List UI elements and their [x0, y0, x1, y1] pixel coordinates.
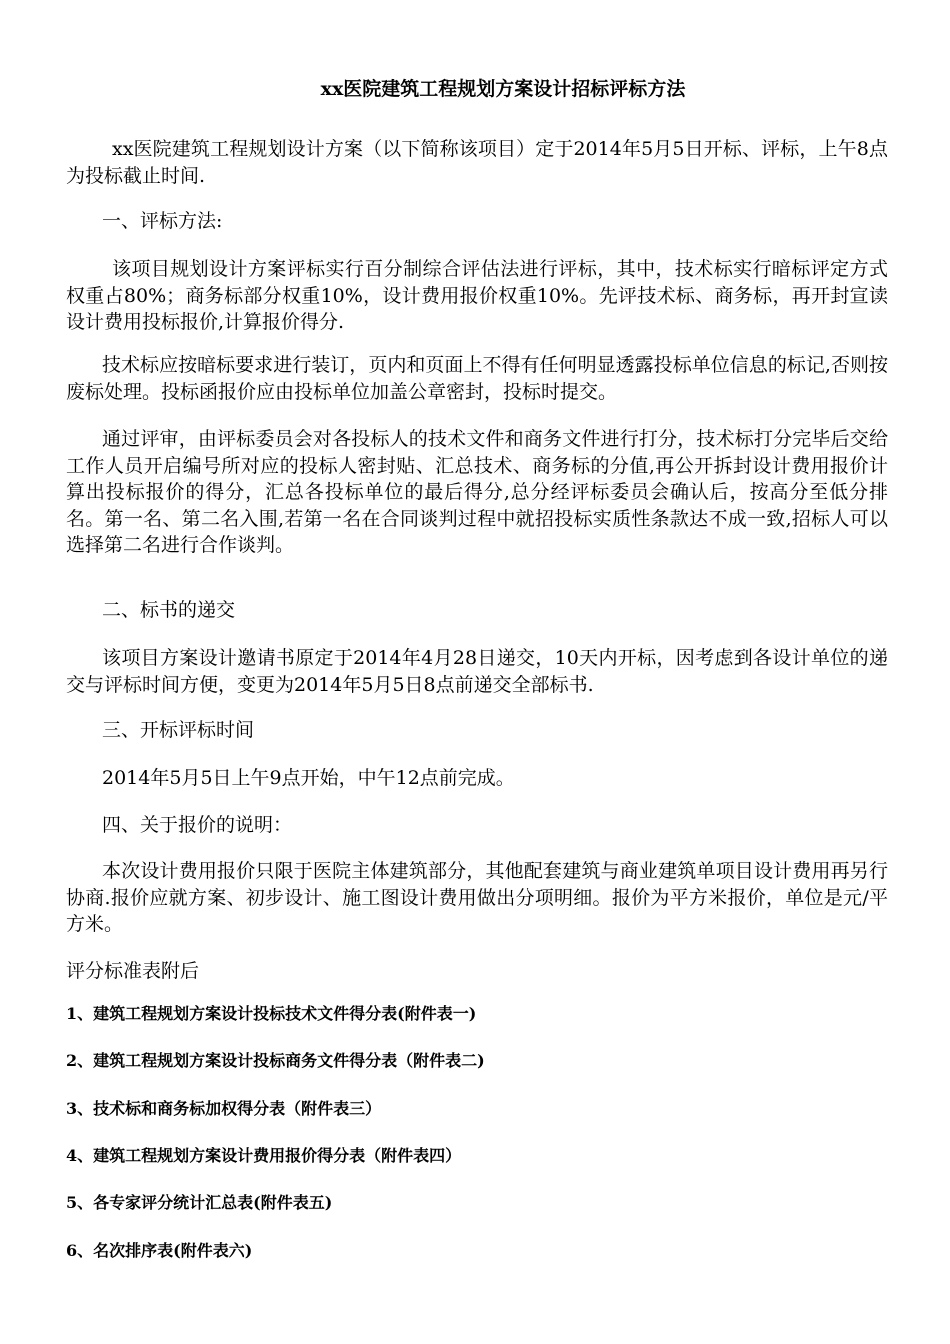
paragraph-technical-bid-binding: 技术标应按暗标要求进行装订，页内和页面上不得有任何明显透露投标单位信息的标记,否则按废标处理。投标函报价应由投标单位加盖公章密封，投标时提交。	[66, 354, 888, 403]
section-heading-opening-time: 三、开标评标时间	[102, 719, 255, 741]
document-title: xx医院建筑工程规划方案设计招标评标方法	[320, 78, 686, 100]
paragraph-scoring-method: 该项目规划设计方案评标实行百分制综合评估法进行评标，其中，技术标实行暗标评定方式权重占80%；商务标部分权重10%，设计费用报价权重10%。先评技术标、商务标，再开封宣读设计费用投标报价,计算报价得分.	[66, 258, 888, 333]
intro-paragraph: xx医院建筑工程规划设计方案（以下简称该项目）定于2014年5月5日开标、评标，上午8点为投标截止时间.	[66, 138, 888, 187]
appendix-item-6: 6、名次排序表(附件表六)	[66, 1241, 253, 1260]
paragraph-quotation: 本次设计费用报价只限于医院主体建筑部分，其他配套建筑与商业建筑单项目设计费用再另行协商.报价应就方案、初步设计、施工图设计费用做出分项明细。报价为平方米报价，单位是元/平方米。	[66, 860, 888, 935]
appendix-item-4: 4、建筑工程规划方案设计费用报价得分表（附件表四）	[66, 1146, 462, 1165]
appendix-item-5: 5、各专家评分统计汇总表(附件表五)	[66, 1193, 333, 1212]
appendix-label: 评分标准表附后	[66, 960, 200, 982]
section-heading-quotation: 四、关于报价的说明：	[102, 814, 293, 836]
appendix-item-3: 3、技术标和商务标加权得分表（附件表三）	[66, 1099, 382, 1118]
paragraph-bid-submission: 该项目方案设计邀请书原定于2014年4月28日递交，10天内开标，因考虑到各设计单位的递交与评标时间方便，变更为2014年5月5日8点前递交全部标书.	[66, 647, 888, 696]
section-heading-bid-submission: 二、标书的递交	[102, 599, 236, 621]
paragraph-review-process: 通过评审，由评标委员会对各投标人的技术文件和商务文件进行打分，技术标打分完毕后交给工作人员开启编号所对应的投标人密封贴、汇总技术、商务标的分值,再公开拆封设计费用报价计算出投标报价的得分，汇总各投标单位的最后得分,总分经评标委员会确认后，按高分至低分排名。第一名、第二名入围,若第一名在合同谈判过程中就招投标实质性条款达不成一致,招标人可以选择第二名进行合作谈判。	[66, 428, 888, 556]
appendix-item-2: 2、建筑工程规划方案设计投标商务文件得分表（附件表二)	[66, 1051, 485, 1070]
appendix-item-1: 1、建筑工程规划方案设计投标技术文件得分表(附件表一)	[66, 1004, 477, 1023]
paragraph-opening-time: 2014年5月5日上午9点开始，中午12点前完成。	[102, 767, 515, 789]
section-heading-evaluation-method: 一、评标方法:	[102, 210, 223, 232]
